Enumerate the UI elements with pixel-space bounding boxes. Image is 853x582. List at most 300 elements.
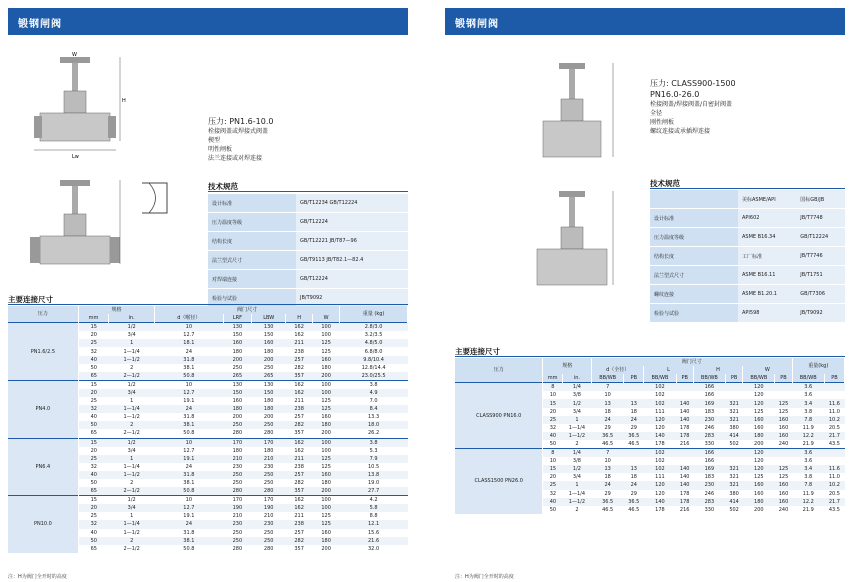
table-cell: 2 xyxy=(562,506,591,514)
table-cell: 125 xyxy=(743,408,775,416)
spec-value: 工厂标准 xyxy=(738,247,796,266)
table-cell: 240 xyxy=(775,440,792,449)
table-cell: 170 xyxy=(252,438,286,447)
table-cell: 169 xyxy=(693,465,725,473)
table-cell: 230 xyxy=(693,416,725,424)
table-cell: 414 xyxy=(726,498,743,506)
table-cell: 150 xyxy=(223,389,252,397)
table-cell: 36.5 xyxy=(592,498,624,506)
table-cell: 1—1/4 xyxy=(109,405,155,413)
dims-subheader: mm xyxy=(543,374,562,383)
table-cell: 2—1/2 xyxy=(109,545,155,553)
table-cell: 200 xyxy=(743,506,775,514)
table-cell: 170 xyxy=(223,496,252,505)
spec-value: 国标GB/JB xyxy=(796,190,845,209)
table-cell: 160 xyxy=(743,424,775,432)
table-cell: 20.5 xyxy=(824,490,844,498)
table-cell: 178 xyxy=(676,432,693,440)
table-cell: 40 xyxy=(78,471,108,479)
table-cell: 230 xyxy=(693,481,725,489)
table-cell: 265 xyxy=(252,372,286,381)
table-cell: 102 xyxy=(644,383,676,392)
table-cell: 46.5 xyxy=(592,440,624,449)
table-cell: 100 xyxy=(313,323,340,332)
table-cell: 170 xyxy=(252,496,286,505)
spec-row xyxy=(208,270,408,289)
dims-subheader: PB xyxy=(624,374,644,383)
table-cell: 3.4 xyxy=(792,399,824,407)
table-cell: 10 xyxy=(155,496,223,505)
table-cell: 1—1/2 xyxy=(109,356,155,364)
table-cell xyxy=(726,391,743,399)
table-cell: 100 xyxy=(313,438,340,447)
spec-key: 检验与试验 xyxy=(650,304,738,323)
table-cell: 3.6 xyxy=(792,383,824,392)
table-cell: 3.8 xyxy=(340,438,408,447)
table-cell: 100 xyxy=(313,496,340,505)
table-cell: 211 xyxy=(286,455,313,463)
table-cell: 166 xyxy=(693,449,725,458)
right-tech-rule xyxy=(650,188,845,189)
table-cell: 250 xyxy=(223,364,252,372)
pressure-group-label: PN6.4 xyxy=(8,438,78,496)
table-cell: 140 xyxy=(676,399,693,407)
table-cell: 21.7 xyxy=(824,432,844,440)
table-cell: 183 xyxy=(693,473,725,481)
table-cell: 31.8 xyxy=(155,356,223,364)
table-cell: 1/2 xyxy=(109,380,155,389)
table-cell: 140 xyxy=(676,481,693,489)
table-cell: 7.8 xyxy=(792,481,824,489)
table-cell: 1/4 xyxy=(562,383,591,392)
table-cell: 282 xyxy=(286,364,313,372)
table-cell: 180 xyxy=(743,498,775,506)
dims-subheader: BB/WB xyxy=(592,374,624,383)
table-cell: 265 xyxy=(223,372,252,381)
table-cell: 162 xyxy=(286,447,313,455)
right-tech-title: 技术规范 xyxy=(650,179,680,188)
spec-key: 检验与试验 xyxy=(208,289,296,308)
table-cell: 180 xyxy=(313,364,340,372)
table-row xyxy=(8,496,408,505)
table-cell: 250 xyxy=(223,529,252,537)
table-cell: 24 xyxy=(155,405,223,413)
right-dims-table xyxy=(455,358,845,514)
table-row xyxy=(455,383,845,392)
table-cell: 18.0 xyxy=(340,421,408,429)
right-pressure-text-2: PN16.0-26.0 xyxy=(650,90,700,99)
table-cell: 13.8 xyxy=(340,471,408,479)
table-cell: 120 xyxy=(743,399,775,407)
table-cell: 250 xyxy=(223,479,252,487)
table-cell: 21.7 xyxy=(824,498,844,506)
table-cell: 1/2 xyxy=(562,399,591,407)
table-cell: 40 xyxy=(78,413,108,421)
table-cell: 29 xyxy=(592,490,624,498)
table-cell: 23.0/25.5 xyxy=(340,372,408,381)
table-cell: 160 xyxy=(313,529,340,537)
left-header-bar xyxy=(8,8,408,35)
table-cell xyxy=(775,383,792,392)
table-cell: 200 xyxy=(313,429,340,438)
table-cell: 180 xyxy=(252,405,286,413)
table-cell: 7.0 xyxy=(340,397,408,405)
table-cell: 25 xyxy=(543,481,562,489)
table-cell: 3.2/3.5 xyxy=(340,331,408,339)
table-cell: 210 xyxy=(252,455,286,463)
table-cell: 29 xyxy=(592,424,624,432)
table-cell: 380 xyxy=(726,424,743,432)
right-info-line: 刚性闸板 xyxy=(650,119,675,126)
table-cell: 8 xyxy=(543,449,562,458)
table-cell: 1—1/2 xyxy=(109,413,155,421)
table-cell: 190 xyxy=(252,504,286,512)
table-cell: 32 xyxy=(543,424,562,432)
spec-key: 螺纹连接 xyxy=(650,285,738,304)
table-cell: 1—1/2 xyxy=(562,432,591,440)
table-cell: 125 xyxy=(313,339,340,347)
table-cell: 321 xyxy=(726,465,743,473)
table-cell: 10 xyxy=(543,457,562,465)
table-cell: 357 xyxy=(286,487,313,496)
table-cell: 25 xyxy=(78,339,108,347)
table-cell: 150 xyxy=(252,389,286,397)
table-cell: 200 xyxy=(223,356,252,364)
table-cell: 162 xyxy=(286,504,313,512)
table-cell: 20 xyxy=(78,389,108,397)
table-cell: 3.6 xyxy=(792,457,824,465)
right-page xyxy=(437,0,853,582)
spec-value: JB/T7748 xyxy=(796,209,845,228)
left-info-line: 栓接阀盖或焊接式阀盖 xyxy=(208,128,269,135)
table-cell: 10.5 xyxy=(340,463,408,471)
table-cell: 160 xyxy=(313,471,340,479)
spec-value: GB/T12224 xyxy=(796,228,845,247)
table-cell: 31.8 xyxy=(155,413,223,421)
spec-value: GB/T9113 JB/T82.1—82.4 xyxy=(296,251,408,270)
dims-subheader: PB xyxy=(824,374,844,383)
table-cell: 357 xyxy=(286,429,313,438)
table-cell: 11.0 xyxy=(824,473,844,481)
table-cell: 280 xyxy=(252,545,286,553)
table-cell: 283 xyxy=(693,498,725,506)
pressure-group-label: PN4.0 xyxy=(8,380,78,438)
table-cell: 230 xyxy=(252,520,286,528)
table-cell: 280 xyxy=(223,545,252,553)
right-info-line: 螺纹连接或承插焊连接 xyxy=(650,128,711,135)
table-cell: 65 xyxy=(78,372,108,381)
right-footnote: 注：H为阀门全开时的高度 xyxy=(455,574,514,580)
dims-header-dimensions: 阀门尺寸 xyxy=(155,306,340,314)
spec-key: 对焊端连接 xyxy=(208,270,296,289)
table-cell: 238 xyxy=(286,463,313,471)
table-cell: 32 xyxy=(78,347,108,355)
table-cell: 32 xyxy=(543,490,562,498)
table-cell: 180 xyxy=(223,347,252,355)
table-cell: 19.0 xyxy=(340,479,408,487)
table-cell xyxy=(676,449,693,458)
spec-value: JB/T9092 xyxy=(296,289,408,308)
table-cell: 10.2 xyxy=(824,481,844,489)
right-info-block xyxy=(650,78,830,136)
table-cell xyxy=(624,457,644,465)
table-cell: 125 xyxy=(313,347,340,355)
table-cell: 50 xyxy=(78,364,108,372)
table-cell: 414 xyxy=(726,432,743,440)
table-cell: 1—1/4 xyxy=(562,490,591,498)
right-header-bar xyxy=(445,8,845,35)
table-cell: 180 xyxy=(223,405,252,413)
table-cell: 50.8 xyxy=(155,487,223,496)
table-cell: 43.5 xyxy=(824,506,844,514)
spec-key: 结构长度 xyxy=(208,232,296,251)
table-cell: 32 xyxy=(78,520,108,528)
table-cell: 25 xyxy=(78,455,108,463)
table-cell: 125 xyxy=(313,397,340,405)
table-cell: 10 xyxy=(543,391,562,399)
spec-value: JB/T1751 xyxy=(796,266,845,285)
right-info-line: 栓接阀盖/焊接阀盖/自密封阀盖 xyxy=(650,101,733,108)
table-cell: 200 xyxy=(313,487,340,496)
table-cell: 130 xyxy=(223,380,252,389)
table-cell: 40 xyxy=(543,498,562,506)
table-cell: 3/8 xyxy=(562,457,591,465)
spec-key xyxy=(650,190,738,209)
table-cell: 180 xyxy=(252,397,286,405)
table-cell xyxy=(676,391,693,399)
table-cell: 238 xyxy=(286,347,313,355)
table-cell: 125 xyxy=(743,473,775,481)
table-cell: 12.2 xyxy=(792,432,824,440)
table-cell: 1—1/2 xyxy=(109,529,155,537)
pressure-group-label: CLASS900 PN16.0 xyxy=(455,383,543,449)
table-cell: 36.5 xyxy=(624,498,644,506)
table-cell: 160 xyxy=(775,490,792,498)
table-cell: 160 xyxy=(313,356,340,364)
valve-drawing-bottom xyxy=(20,175,130,285)
table-cell: 1 xyxy=(109,339,155,347)
table-cell: 250 xyxy=(252,471,286,479)
table-cell: 160 xyxy=(252,339,286,347)
table-cell: 160 xyxy=(775,481,792,489)
dims-subheader: LRF xyxy=(223,314,252,323)
table-cell: 3.8 xyxy=(792,408,824,416)
spec-row xyxy=(650,266,845,285)
table-cell: 1—1/4 xyxy=(109,520,155,528)
table-cell: 65 xyxy=(78,487,108,496)
table-cell: 140 xyxy=(644,432,676,440)
table-cell: 1/2 xyxy=(562,465,591,473)
spec-value: GB/T12234 GB/T12224 xyxy=(296,194,408,213)
table-cell: 1/2 xyxy=(109,496,155,505)
table-cell: 140 xyxy=(676,465,693,473)
spec-value: ASME B16.11 xyxy=(738,266,796,285)
table-cell: 211 xyxy=(286,397,313,405)
table-cell: 230 xyxy=(223,463,252,471)
table-cell: 10 xyxy=(592,457,624,465)
table-cell: 29 xyxy=(624,424,644,432)
table-cell xyxy=(726,383,743,392)
spec-row xyxy=(208,251,408,270)
table-cell: 178 xyxy=(644,506,676,514)
table-cell: 180 xyxy=(252,347,286,355)
table-cell: 321 xyxy=(726,473,743,481)
valve-drawing-right-top xyxy=(517,58,627,168)
table-cell: 140 xyxy=(676,416,693,424)
table-cell: 257 xyxy=(286,529,313,537)
right-tech-table xyxy=(650,190,845,323)
table-cell: 321 xyxy=(726,408,743,416)
right-info-line: 全径 xyxy=(650,110,663,117)
table-cell: 50 xyxy=(78,537,108,545)
table-cell: 282 xyxy=(286,537,313,545)
table-cell: 1 xyxy=(562,416,591,424)
table-cell: 18.1 xyxy=(155,339,223,347)
table-cell: 283 xyxy=(693,432,725,440)
table-cell: 2.8/3.0 xyxy=(340,323,408,332)
table-cell: 31.8 xyxy=(155,529,223,537)
table-cell: 1 xyxy=(562,481,591,489)
table-cell: 2 xyxy=(562,440,591,449)
table-cell: 120 xyxy=(644,424,676,432)
spec-key: 结构长度 xyxy=(650,247,738,266)
table-cell: 3/4 xyxy=(109,504,155,512)
table-cell: 166 xyxy=(693,383,725,392)
dims-subheader: W xyxy=(313,314,340,323)
table-cell xyxy=(676,457,693,465)
table-cell: 102 xyxy=(644,465,676,473)
table-cell: 125 xyxy=(313,512,340,520)
right-pressure-text: 压力: CLASS900-1500 xyxy=(650,79,736,88)
table-cell xyxy=(624,383,644,392)
table-cell: 120 xyxy=(743,449,775,458)
table-cell: 357 xyxy=(286,372,313,381)
table-cell: 100 xyxy=(313,447,340,455)
table-cell: 211 xyxy=(286,512,313,520)
table-cell: 216 xyxy=(676,440,693,449)
spec-row xyxy=(208,194,408,213)
table-cell: 125 xyxy=(775,473,792,481)
table-cell: 26.2 xyxy=(340,429,408,438)
table-cell: 160 xyxy=(223,397,252,405)
table-cell: 38.1 xyxy=(155,421,223,429)
table-cell: 102 xyxy=(644,399,676,407)
table-cell: 120 xyxy=(743,383,775,392)
spec-row xyxy=(650,285,845,304)
table-cell: 24 xyxy=(592,416,624,424)
table-cell: 18 xyxy=(624,408,644,416)
table-cell: 7 xyxy=(592,449,624,458)
table-cell: 32 xyxy=(78,463,108,471)
table-cell: 170 xyxy=(223,438,252,447)
table-cell: 4.8/5.0 xyxy=(340,339,408,347)
table-cell: 27.7 xyxy=(340,487,408,496)
table-cell: 250 xyxy=(252,479,286,487)
table-cell: 250 xyxy=(223,537,252,545)
table-cell: 150 xyxy=(252,331,286,339)
left-header-title: 锻钢闸阀 xyxy=(18,19,62,30)
table-cell: 15 xyxy=(543,465,562,473)
dims-header-size: 规格 xyxy=(543,358,592,374)
spec-key: 压力温度等级 xyxy=(650,228,738,247)
left-pressure-text: 压力: PN1.6-10.0 xyxy=(208,117,274,126)
table-cell: 280 xyxy=(223,429,252,438)
table-cell: 200 xyxy=(252,356,286,364)
spec-value: GB/T7306 xyxy=(796,285,845,304)
table-cell xyxy=(624,449,644,458)
table-cell: 21.9 xyxy=(792,440,824,449)
table-cell: 120 xyxy=(644,416,676,424)
spec-row xyxy=(208,213,408,232)
table-cell: 1—1/4 xyxy=(109,347,155,355)
dims-subheader: BB/WB xyxy=(693,374,725,383)
dims-subheader-group: W xyxy=(743,366,792,374)
table-cell: 19.1 xyxy=(155,397,223,405)
dims-subheader: BB/WB xyxy=(792,374,824,383)
dims-header-pressure: 压力 xyxy=(455,358,543,383)
table-cell: 160 xyxy=(775,498,792,506)
table-cell: 18 xyxy=(592,408,624,416)
table-cell: 11.9 xyxy=(792,424,824,432)
table-cell: 15 xyxy=(78,380,108,389)
table-cell: 19.1 xyxy=(155,512,223,520)
table-cell: 31.8 xyxy=(155,471,223,479)
table-cell: 2—1/2 xyxy=(109,372,155,381)
table-cell: 180 xyxy=(313,537,340,545)
table-cell: 160 xyxy=(775,416,792,424)
table-cell: 20 xyxy=(78,331,108,339)
dims-subheader: in. xyxy=(109,314,155,323)
table-cell: 1/4 xyxy=(562,449,591,458)
table-cell: 246 xyxy=(693,490,725,498)
table-cell: 200 xyxy=(252,413,286,421)
table-cell: 160 xyxy=(743,490,775,498)
left-footnote: 注：H为阀门全开时的高度 xyxy=(8,574,67,580)
table-cell: 160 xyxy=(223,339,252,347)
spec-value: API602 xyxy=(738,209,796,228)
table-cell: 160 xyxy=(743,416,775,424)
table-cell: 180 xyxy=(743,432,775,440)
table-cell: 216 xyxy=(676,506,693,514)
table-cell: 10.2 xyxy=(824,416,844,424)
table-cell: 180 xyxy=(313,479,340,487)
table-cell: 280 xyxy=(252,487,286,496)
table-cell: 200 xyxy=(313,372,340,381)
table-cell: 50 xyxy=(78,479,108,487)
table-cell: 8.4 xyxy=(340,405,408,413)
table-cell: 200 xyxy=(313,545,340,553)
dims-subheader: LBW xyxy=(252,314,286,323)
left-info-line: 法兰连接或对焊连接 xyxy=(208,155,263,162)
table-cell: 1—1/2 xyxy=(562,498,591,506)
dims-subheader-group: L xyxy=(644,366,693,374)
table-cell: 162 xyxy=(286,389,313,397)
pressure-group-label: PN1.6/2.5 xyxy=(8,323,78,381)
table-cell: 24 xyxy=(155,520,223,528)
table-cell: 15 xyxy=(78,438,108,447)
table-cell: 12.2 xyxy=(792,498,824,506)
table-cell: 15.6 xyxy=(340,529,408,537)
table-cell: 29 xyxy=(624,490,644,498)
table-cell: 120 xyxy=(743,391,775,399)
table-cell: 100 xyxy=(313,389,340,397)
table-cell: 46.5 xyxy=(624,506,644,514)
left-dims-title: 主要连接尺寸 xyxy=(8,295,53,304)
table-cell: 11.9 xyxy=(792,490,824,498)
table-cell: 1 xyxy=(109,455,155,463)
table-cell: 125 xyxy=(313,520,340,528)
spec-row xyxy=(650,209,845,228)
